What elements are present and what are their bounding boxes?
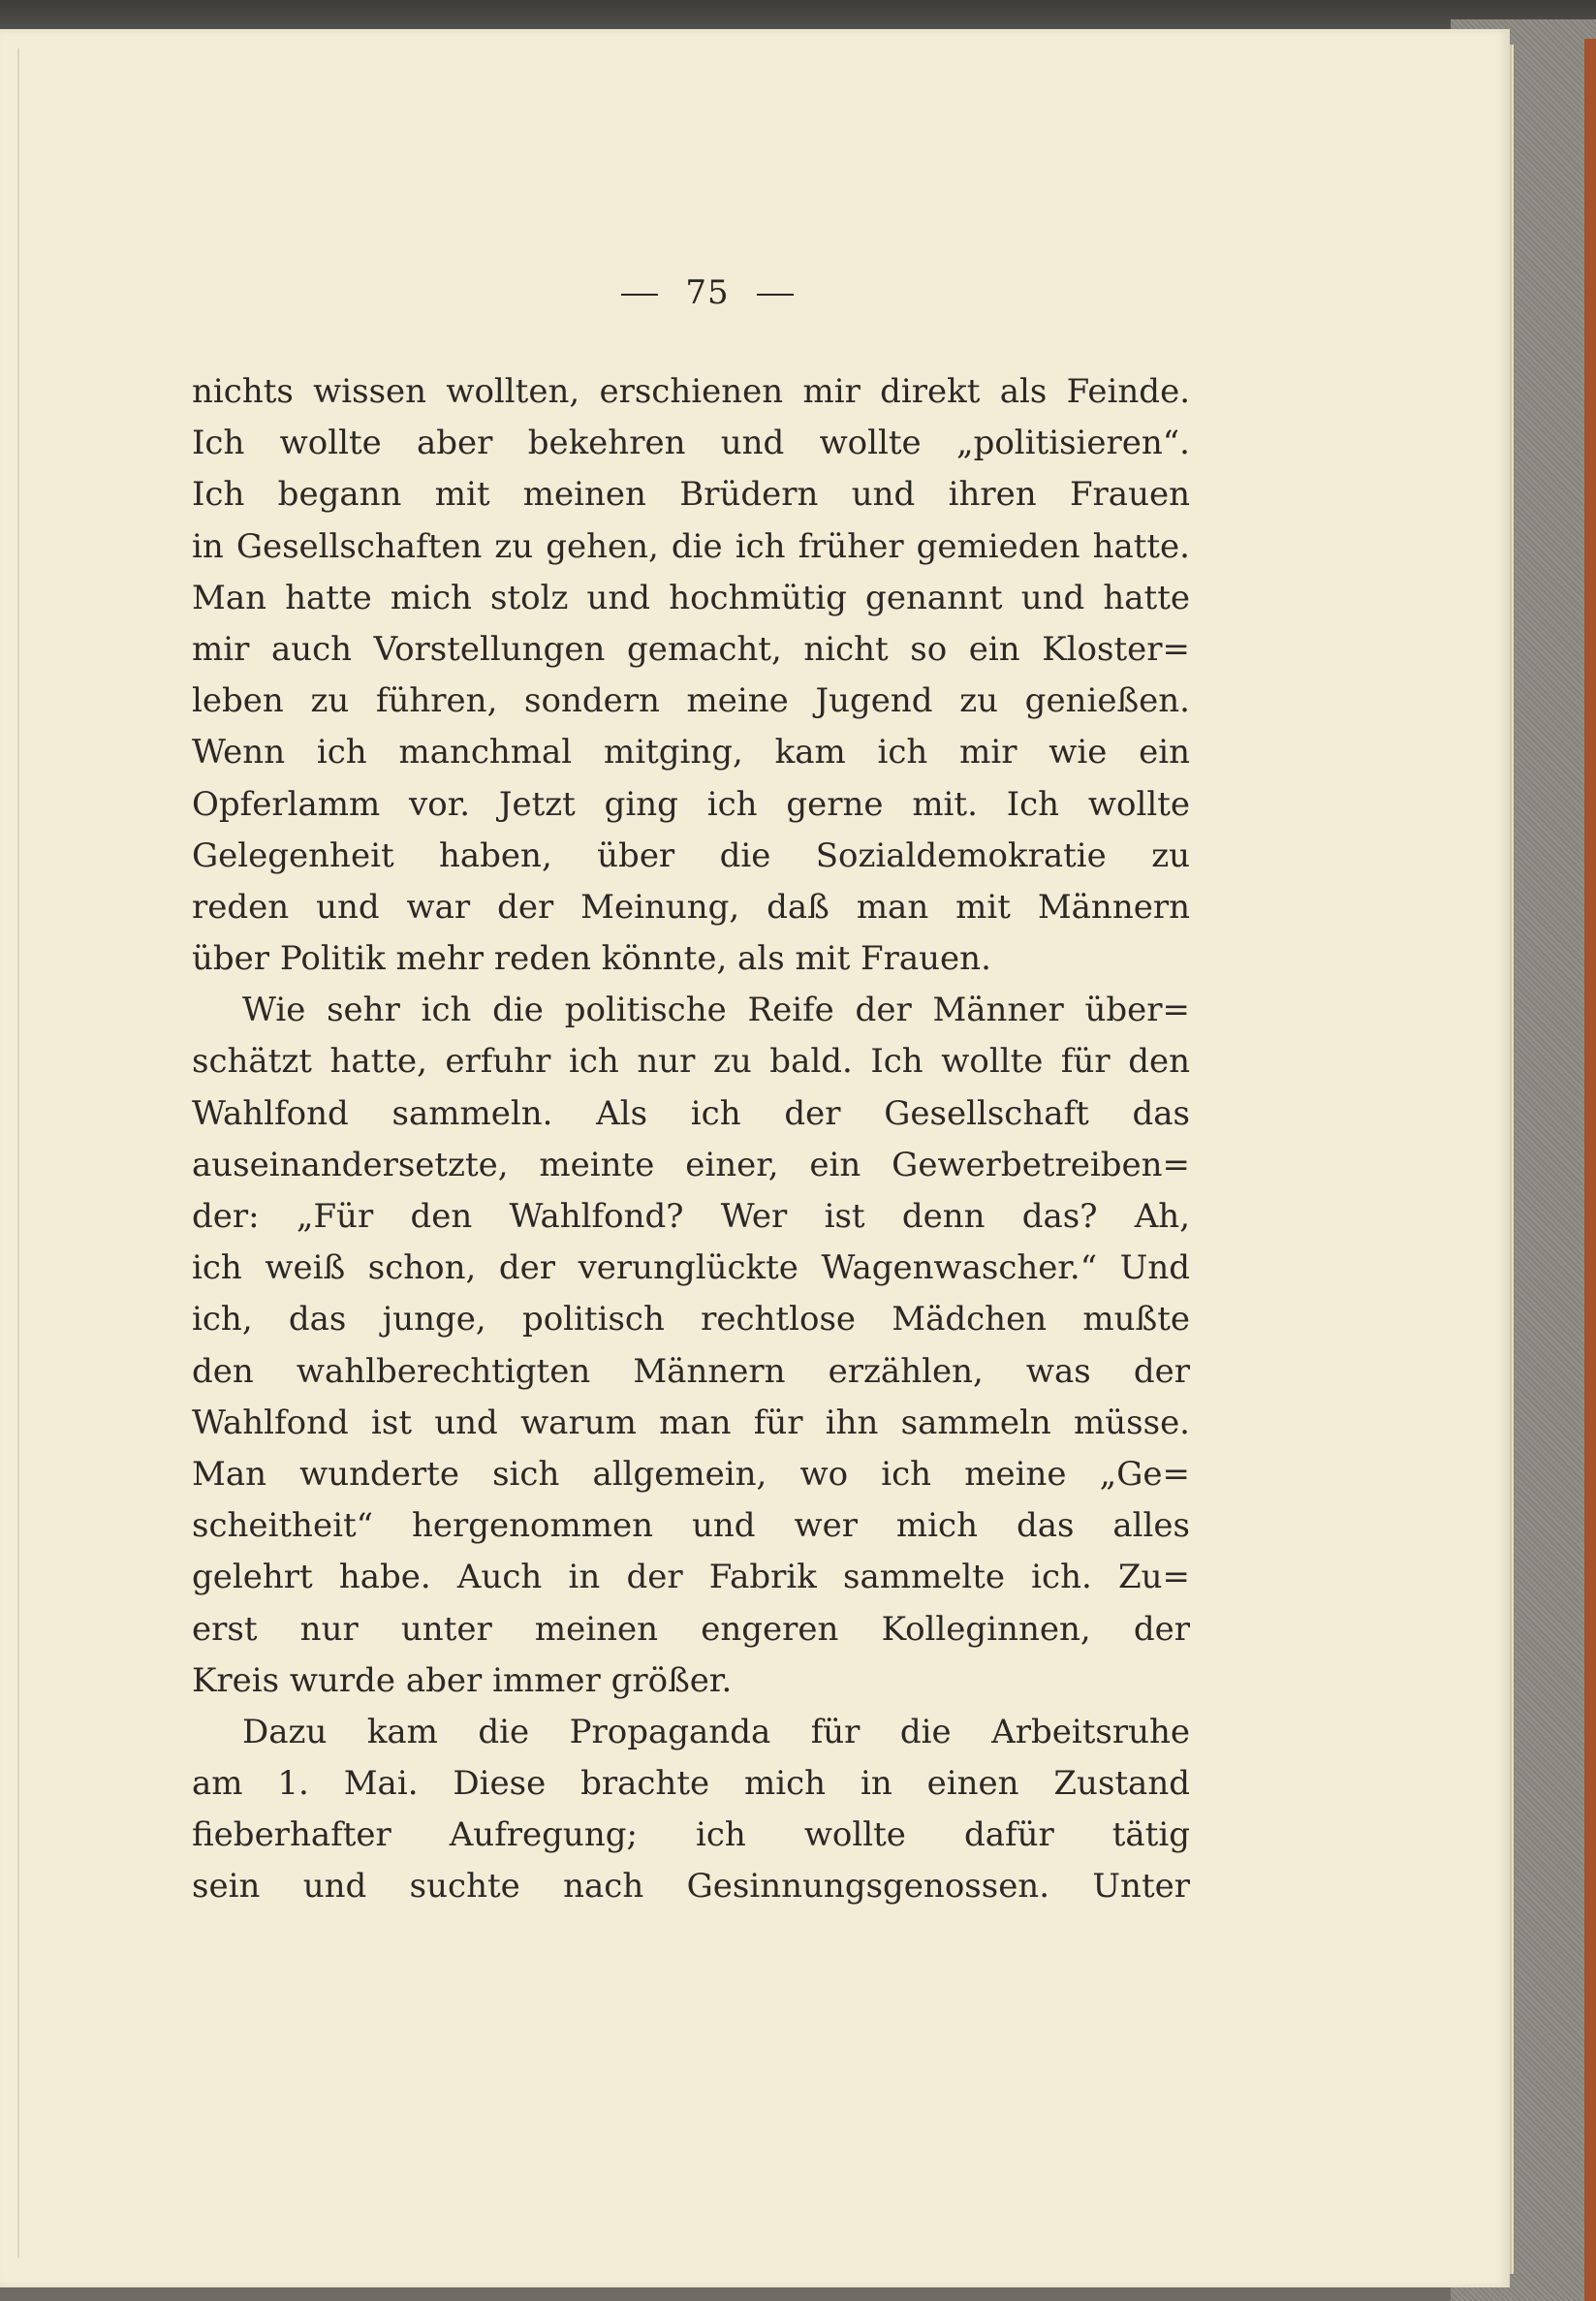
header-dash-left [621, 294, 658, 296]
text-line: Opferlamm vor. Jetzt ging ich gerne mit. Ich wollte [192, 784, 1190, 824]
text-line: Dazu kam die Propaganda für die Arbeitsruhe [242, 1712, 1190, 1751]
text-line: den wahlberechtigten Männern erzählen, was der [192, 1351, 1190, 1391]
text-line: scheitheit“ hergenommen und wer mich das alles [192, 1506, 1190, 1546]
text-line: Man wunderte sich allgemein, wo ich meine „Ge= [192, 1454, 1190, 1494]
body-text [192, 366, 1190, 1913]
text-line: auseinandersetzte, meinte einer, ein Gewerbetreiben= [192, 1145, 1190, 1184]
text-line: gelehrt habe. Auch in der Fabrik sammelte ich. Zu= [192, 1558, 1190, 1597]
text-line: Wahlfond sammeln. Als ich der Gesellschaft das [192, 1093, 1190, 1133]
text-line: Gelegenheit haben, über die Sozialdemokratie zu [192, 835, 1190, 875]
text-line: Wenn ich manchmal mitging, kam ich mir wie ein [192, 733, 1190, 772]
page-header [0, 273, 1415, 312]
text-line: leben zu führen, sondern meine Jugend zu genießen. [192, 681, 1190, 721]
page-number: 75 [685, 273, 730, 312]
text-line: Wie sehr ich die politische Reife der Männer über= [242, 991, 1190, 1030]
text-line: der: „Für den Wahlfond? Wer ist denn das? Ah, [192, 1197, 1190, 1236]
text-line: Kreis wurde aber immer größer. [192, 1660, 733, 1700]
text-line: in Gesellschaften zu gehen, die ich früher gemieden hatte. [192, 526, 1190, 566]
text-line: ich, das junge, politisch rechtlose Mädchen mußte [192, 1300, 1190, 1340]
text-line: fieberhafter Aufregung; ich wollte dafür tätig [192, 1815, 1190, 1855]
text-line: Ich wollte aber bekehren und wollte „politisieren“. [192, 424, 1190, 463]
text-line: Ich begann mit meinen Brüdern und ihren Frauen [192, 475, 1190, 515]
text-line: mir auch Vorstellungen gemacht, nicht so ein Kloster= [192, 629, 1190, 669]
text-line: erst nur unter meinen engeren Kolleginnen, der [192, 1609, 1190, 1649]
book-page [0, 29, 1510, 2287]
book-spine-edge [1584, 39, 1596, 2301]
text-line: nichts wissen wollten, erschienen mir direkt als Feinde. [192, 372, 1190, 411]
text-line: Wahlfond ist und warum man für ihn sammeln müsse. [192, 1403, 1190, 1442]
text-line: Man hatte mich stolz und hochmütig genannt und hatte [192, 578, 1190, 617]
text-line: am 1. Mai. Diese brachte mich in einen Zustand [192, 1764, 1190, 1804]
text-line: über Politik mehr reden könnte, als mit Frauen. [192, 939, 991, 979]
page-gutter [17, 48, 19, 2258]
header-dash-right [757, 294, 794, 296]
text-line: reden und war der Meinung, daß man mit Männern [192, 887, 1190, 927]
text-line: ich weiß schon, der verunglückte Wagenwascher.“ Und [192, 1248, 1190, 1288]
text-line: sein und suchte nach Gesinnungsgenossen. Unter [192, 1867, 1190, 1907]
text-line: schätzt hatte, erfuhr ich nur zu bald. Ich wollte für den [192, 1042, 1190, 1082]
